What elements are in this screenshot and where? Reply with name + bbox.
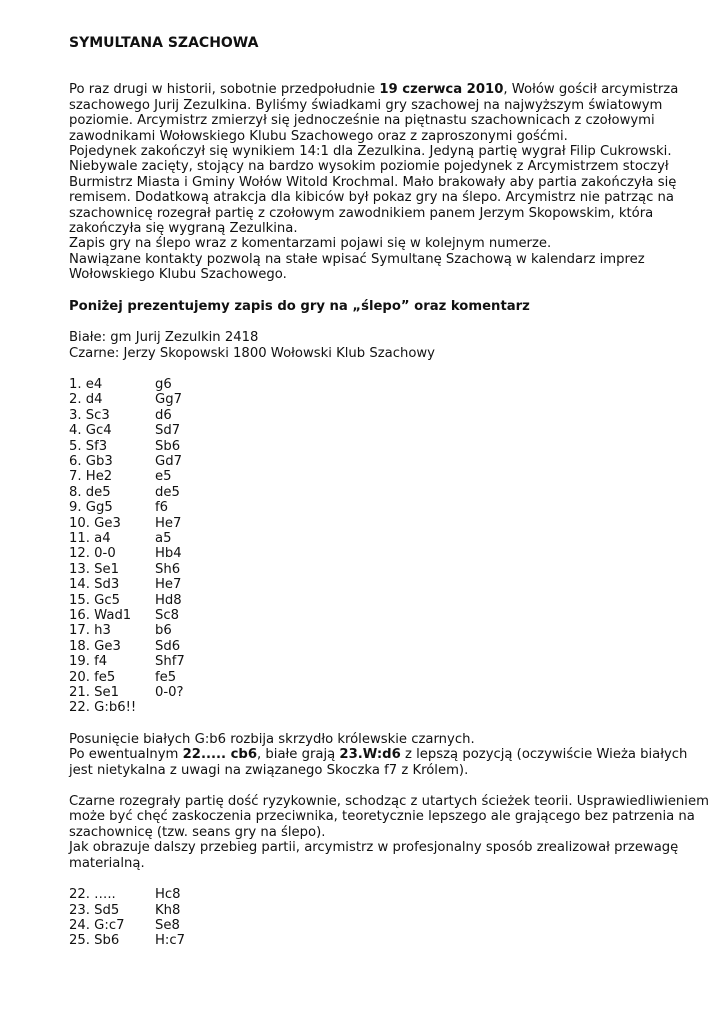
move-row (69, 531, 709, 546)
move-row (69, 408, 709, 423)
white-move: 4. Gc4 (69, 423, 112, 439)
black-move: He7 (155, 577, 182, 593)
event-date: 19 czerwca 2010 (379, 82, 504, 98)
move-row (69, 423, 709, 438)
move-row (69, 933, 709, 948)
players-info (69, 330, 709, 361)
move-row (69, 439, 709, 454)
black-move: fe5 (155, 669, 177, 685)
white-move: 22. ….. (69, 887, 116, 903)
move-row (69, 903, 709, 918)
move-row (69, 685, 709, 700)
white-move: 8. de5 (69, 484, 111, 500)
black-move: g6 (155, 376, 172, 392)
comment-line (69, 747, 709, 778)
comment-line: Posunięcie białych G:b6 rozbija skrzydło królewskie czarnych. (69, 731, 475, 747)
move-row (69, 500, 709, 515)
black-move: Kh8 (155, 902, 181, 918)
document-title: SYMULTANA SZACHOWA (69, 35, 259, 51)
black-move: Sd6 (155, 638, 181, 654)
move-notation: 23.W:d6 (339, 747, 401, 763)
white-move: 17. h3 (69, 623, 111, 639)
move-row (69, 546, 709, 561)
white-move: 23. Sd5 (69, 902, 120, 918)
white-move: 12. 0-0 (69, 546, 116, 562)
move-row (69, 516, 709, 531)
comment-section-2 (69, 794, 709, 871)
black-move: Hb4 (155, 546, 182, 562)
white-move: 10. Ge3 (69, 515, 121, 531)
black-player: Czarne: Jerzy Skopowski 1800 Wołowski Klub Szachowy (69, 345, 435, 361)
black-move: Se8 (155, 917, 180, 933)
white-move: 15. Gc5 (69, 592, 121, 608)
white-move: 3. Sc3 (69, 407, 110, 423)
white-move: 18. Ge3 (69, 638, 121, 654)
intro-section (69, 82, 709, 282)
white-move: 7. He2 (69, 469, 113, 485)
white-move: 1. e4 (69, 376, 103, 392)
black-move: Hd8 (155, 592, 182, 608)
document-page (69, 36, 709, 965)
move-row (69, 918, 709, 933)
comment-paragraph: Czarne rozegrały partię dość ryzykownie, schodząc z utartych ścieżek teorii. Usprawiedliwieniem może być chęć zaskoczenia przeciwnika, teoretycznie lepszego ale grającego bez patrzenia na szachownicę (tzw. seans gry na ślepo). (69, 794, 709, 840)
black-move: Sh6 (155, 561, 181, 577)
black-move: Gd7 (155, 453, 182, 469)
white-move: 2. d4 (69, 392, 103, 408)
white-player: Białe: gm Jurij Zezulkin 2418 (69, 330, 259, 346)
move-list-continued (69, 887, 709, 949)
comment-text: Po ewentualnym (69, 747, 183, 763)
black-move: Sc8 (155, 608, 180, 623)
move-row (69, 485, 709, 500)
move-row (69, 469, 709, 484)
black-move: de5 (155, 484, 180, 500)
move-row (69, 593, 709, 608)
move-row (69, 654, 709, 669)
black-move: d6 (155, 407, 172, 423)
move-row (69, 639, 709, 654)
white-move: 13. Se1 (69, 561, 120, 577)
move-row (69, 608, 709, 623)
move-row (69, 377, 709, 392)
black-move: b6 (155, 623, 172, 639)
move-list (69, 377, 709, 716)
black-move: Sd7 (155, 423, 181, 439)
white-move: 24. G:c7 (69, 917, 125, 933)
move-row (69, 623, 709, 638)
intro-text: , Wołów gościł arcymistrza szachowego Jurij Zezulkina. Byliśmy świadkami gry szachowej na najwyższym światowym poziomie. Arcymistrz zmierzył się jednocześnie na piętnastu szachownicach z czołowymi zawodnikami Wołowskiego Klubu Szachowego oraz z zaproszonymi gośćmi. (69, 82, 679, 144)
black-move: Shf7 (155, 654, 185, 670)
move-notation: 22..... cb6 (182, 747, 258, 763)
white-move: 22. G:b6!! (69, 700, 137, 716)
white-move: 14. Sd3 (69, 577, 120, 593)
intro-paragraph-1 (69, 82, 709, 144)
section-heading: Poniżej prezentujemy zapis do gry na „ślepo” oraz komentarz (69, 298, 530, 314)
white-move: 11. a4 (69, 530, 111, 546)
move-row (69, 392, 709, 407)
black-move: 0-0? (155, 685, 184, 701)
black-move: a5 (155, 530, 172, 546)
white-move: 6. Gb3 (69, 453, 113, 469)
black-move: Gg7 (155, 392, 182, 408)
move-row (69, 670, 709, 685)
move-row (69, 700, 709, 715)
black-move: e5 (155, 469, 172, 485)
intro-paragraph-4: Nawiązane kontakty pozwolą na stałe wpisać Symultanę Szachową w kalendarz imprez Wołowskiego Klubu Szachowego. (69, 251, 645, 283)
comment-text: , białe grają (257, 747, 340, 763)
intro-paragraph-2: Pojedynek zakończył się wynikiem 14:1 dla Zezulkina. Jedyną partię wygrał Filip Cukrowski. Niebywale zacięty, stojący na bardzo wysokim poziomie pojedynek z Arcymistrzem stoczył Burmistrz Miasta i Gminy Wołów Witold Krochmal. Mało brakowały aby partia zakończyła się remisem. Dodatkową atrakcja dla kibiców był pokaz gry na ślepo. Arcymistrz nie patrząc na szachownicę rozegrał partię z czołowym zawodnikiem panem Jerzym Skopowskim, która zakończyła się wygraną Zezulkina. (69, 144, 677, 237)
comment-text: z lepszą pozycją (oczywiście Wieża białych jest nietykalna z uwagi na związanego Skoczka f7 z Królem). (69, 747, 688, 778)
black-move: Hc8 (155, 887, 181, 903)
black-move: H:c7 (155, 933, 186, 949)
white-move: 20. fe5 (69, 669, 116, 685)
black-move: Sb6 (155, 438, 181, 454)
move-row (69, 887, 709, 902)
comment-section-1 (69, 732, 709, 778)
comment-paragraph: Jak obrazuje dalszy przebieg partii, arcymistrz w profesjonalny sposób zrealizował przewagę materialną. (69, 840, 679, 871)
move-row (69, 577, 709, 592)
white-move: 5. Sf3 (69, 438, 108, 454)
white-move: 21. Se1 (69, 685, 120, 701)
intro-text: Po raz drugi w historii, sobotnie przedpołudnie (69, 82, 380, 98)
intro-paragraph-3: Zapis gry na ślepo wraz z komentarzami pojawi się w kolejnym numerze. (69, 236, 552, 252)
black-move: He7 (155, 515, 182, 531)
white-move: 19. f4 (69, 654, 108, 670)
move-row (69, 454, 709, 469)
white-move: 25. Sb6 (69, 933, 120, 949)
black-move: f6 (155, 500, 169, 516)
white-move: 9. Gg5 (69, 500, 113, 516)
move-row (69, 562, 709, 577)
white-move: 16. Wad1 (69, 608, 132, 623)
